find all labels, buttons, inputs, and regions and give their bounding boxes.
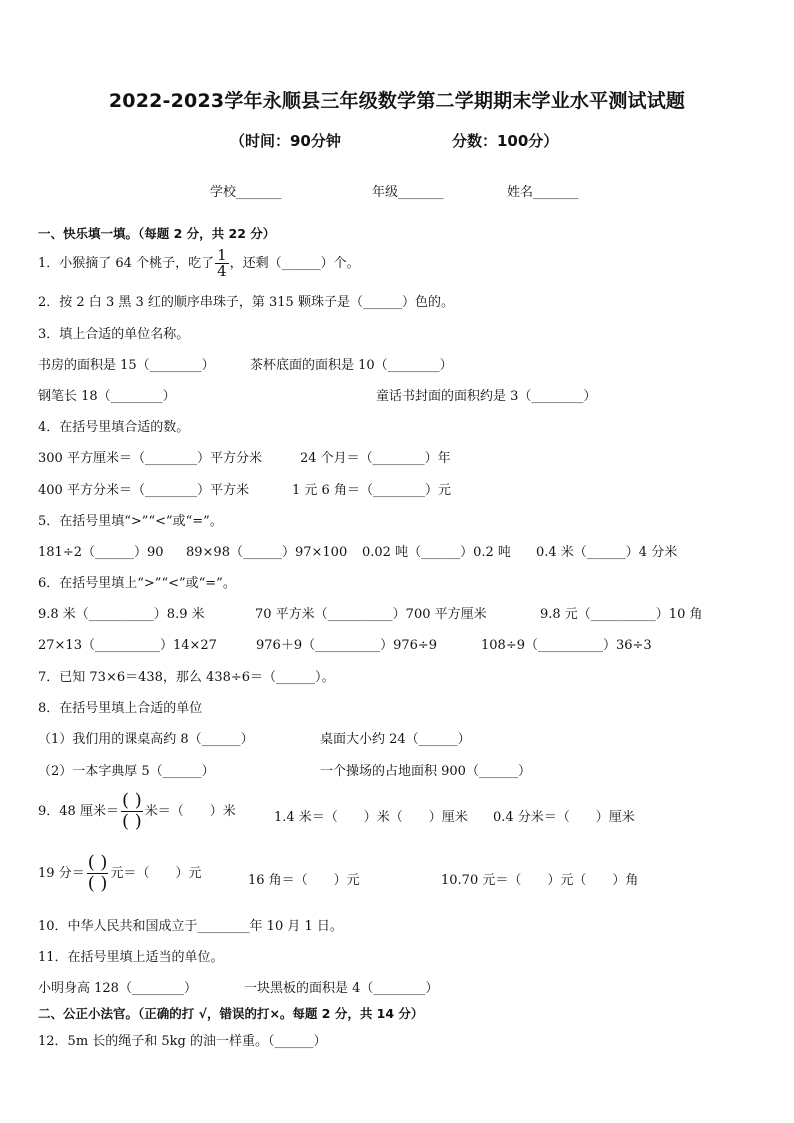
exam-title: 2022-2023学年永顺县三年级数学第二学期期末学业水平测试试题 — [108, 90, 686, 112]
question-4-stem: 4．在括号里填合适的数。 — [38, 420, 190, 435]
q9-item-e: 16 角＝（ ）元 — [248, 873, 360, 888]
q8-item-a: （1）我们用的课桌高约 8（______） — [38, 732, 254, 747]
school-field: 学校_______ — [210, 185, 282, 200]
q5-item-c: 0.02 吨（______）0.2 吨 — [362, 545, 511, 560]
q3-item-c: 钢笔长 18（________） — [38, 389, 176, 404]
q3-item-d: 童话书封面的面积约是 3（________） — [376, 389, 597, 404]
question-3-stem: 3．填上合适的单位名称。 — [38, 327, 190, 342]
q6-item-f: 108÷9（__________）36÷3 — [481, 638, 652, 653]
question-1 — [38, 248, 360, 279]
q9-item-a — [38, 792, 236, 831]
q1-fraction — [215, 248, 229, 279]
q3-item-a: 书房的面积是 15（________） — [38, 358, 215, 373]
q9-a-denominator: ( ) — [121, 811, 142, 832]
q9-d-text-before: 19 分＝ — [38, 866, 85, 881]
section-2-heading: 二、公正小法官。（正确的打 √，错误的打×。每题 2 分，共 14 分） — [38, 1006, 424, 1021]
q5-item-b: 89×98（______）97×100 — [186, 545, 348, 560]
q9-item-b: 1.4 米＝（ ）米（ ）厘米 — [274, 810, 468, 825]
question-7: 7．已知 73×6＝438，那么 438÷6＝（______）。 — [38, 670, 335, 685]
q9-d-text-after: 元＝（ ）元 — [110, 866, 202, 881]
question-11-stem: 11．在括号里填上适当的单位。 — [38, 950, 224, 965]
q4-item-c: 400 平方分米＝（________）平方米 — [38, 483, 249, 498]
question-8-stem: 8．在括号里填上合适的单位 — [38, 701, 203, 716]
q1-numerator: 1 — [217, 246, 227, 264]
name-field: 姓名_______ — [507, 185, 579, 200]
q6-item-e: 976＋9（__________）976÷9 — [256, 638, 438, 653]
q9-item-c: 0.4 分米＝（ ）厘米 — [493, 810, 635, 825]
exam-time: （时间：90分钟 — [230, 132, 341, 150]
question-6-stem: 6．在括号里填上“>”“<”或“=”。 — [38, 576, 236, 591]
q9-d-numerator: ( ) — [87, 852, 108, 873]
q11-item-b: 一块黑板的面积是 4（________） — [244, 981, 439, 996]
q3-item-b: 茶杯底面的面积是 10（________） — [250, 358, 453, 373]
q4-item-b: 24 个月＝（________）年 — [300, 451, 451, 466]
question-10: 10．中华人民共和国成立于________年 10 月 1 日。 — [38, 919, 343, 934]
section-1-heading: 一、快乐填一填。（每题 2 分，共 22 分） — [38, 226, 276, 241]
q9-a-numerator: ( ) — [121, 790, 142, 811]
q11-item-a: 小明身高 128（________） — [38, 981, 197, 996]
q6-item-c: 9.8 元（__________）10 角 — [540, 607, 703, 622]
q6-item-b: 70 平方米（__________）700 平方厘米 — [255, 607, 487, 622]
q9-item-f: 10.70 元＝（ ）元（ ）角 — [441, 873, 639, 888]
question-2: 2．按 2 白 3 黑 3 红的顺序串珠子，第 315 颗珠子是（______）色的。 — [38, 295, 454, 310]
q5-item-a: 181÷2（______）90 — [38, 545, 164, 560]
q9-a-text-after: 米＝（ ）米 — [144, 804, 236, 819]
q9-d-fraction — [87, 854, 109, 893]
q6-item-d: 27×13（__________）14×27 — [38, 638, 217, 653]
q6-item-a: 9.8 米（__________）8.9 米 — [38, 607, 205, 622]
q8-item-c: （2）一本字典厚 5（______） — [38, 764, 215, 779]
q1-text-after: ，还剩（______）个。 — [229, 256, 360, 271]
q4-item-d: 1 元 6 角＝（________）元 — [292, 483, 451, 498]
q5-item-d: 0.4 米（______）4 分米 — [536, 545, 678, 560]
question-5-stem: 5．在括号里填“>”“<”或“=”。 — [38, 514, 223, 529]
q4-item-a: 300 平方厘米＝（________）平方分米 — [38, 451, 262, 466]
q8-item-d: 一个操场的占地面积 900（______） — [320, 764, 531, 779]
q9-item-d — [38, 854, 201, 893]
q9-d-denominator: ( ) — [87, 873, 108, 894]
q1-text-before: 1．小猴摘了 64 个桃子，吃了 — [38, 256, 215, 271]
exam-score: 分数：100分） — [452, 132, 559, 150]
grade-field: 年级_______ — [372, 185, 444, 200]
q9-a-text-before: 9．48 厘米＝ — [38, 804, 119, 819]
q8-item-b: 桌面大小约 24（______） — [320, 732, 471, 747]
q1-denominator: 4 — [217, 262, 227, 280]
question-12: 12．5m 长的绳子和 5kg 的油一样重。（______） — [38, 1034, 327, 1049]
q9-a-fraction — [121, 792, 143, 831]
